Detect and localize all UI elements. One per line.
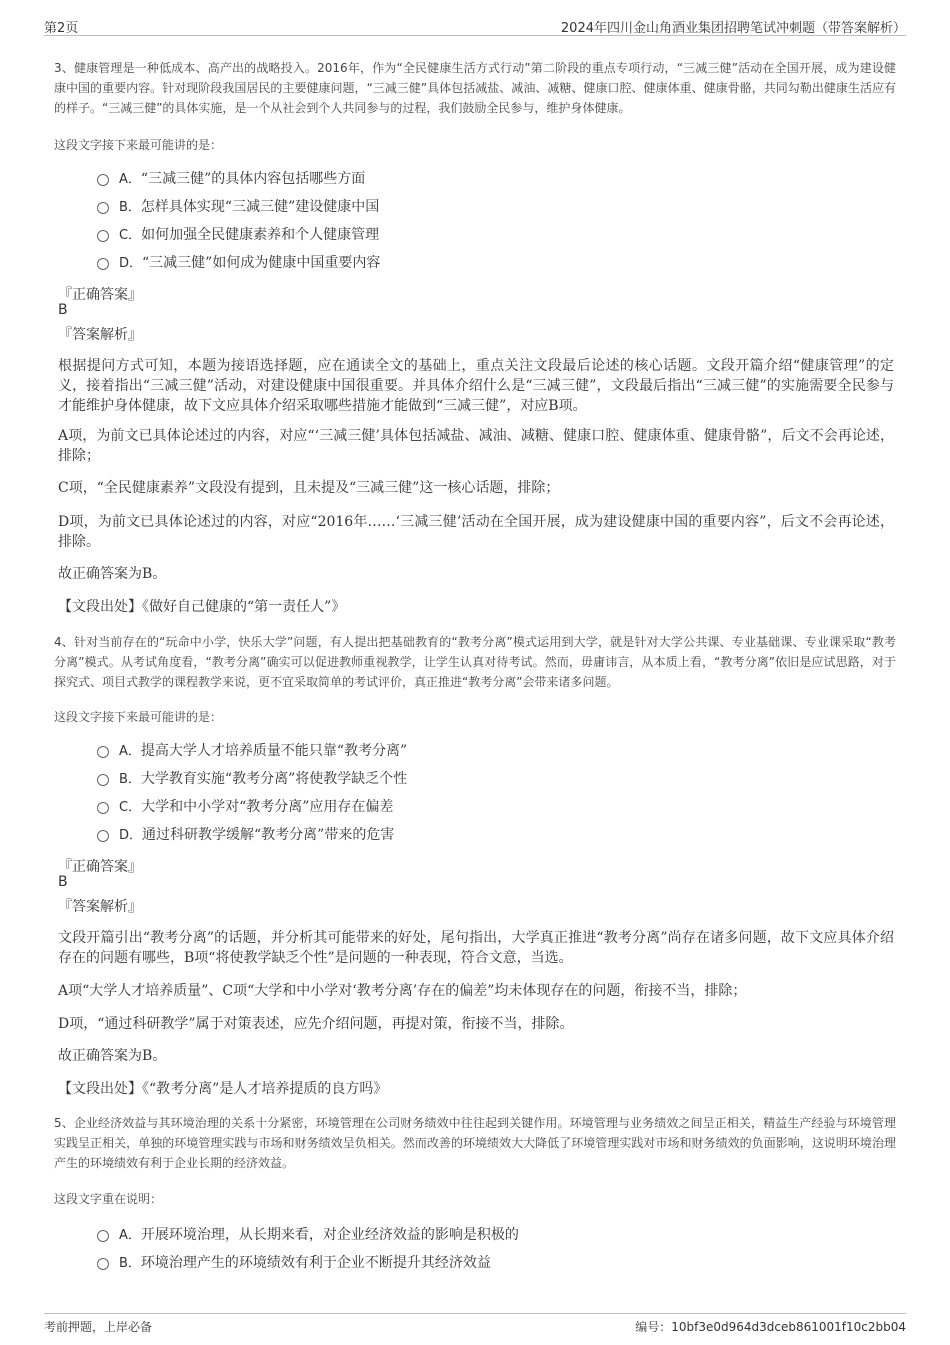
q4-answer-label: 『正确答案』 bbox=[58, 859, 142, 875]
radio-icon[interactable] bbox=[97, 774, 109, 786]
page-header bbox=[44, 15, 906, 36]
q3-analysis-p4: D项，为前文已具体论述过的内容，对应“2016年……‘三减三健’活动在全国开展，成为建设健康中国的重要内容”，后文不会再论述，排除。 bbox=[58, 514, 894, 550]
question-3-text: 3、健康管理是一种低成本、高产出的战略投入。2016年，作为“全民健康生活方式行动”第二阶段的重点专项行动，“三减三健”活动在全国开展，成为建设健康中国的重要内容。针对现阶段我国居民的主要健康问题，“三减三健”具体包括减盐、减油、减糖、健康口腔、健康体重、健康骨骼，共同勾勒出健康生活应有的样子。“三减三健”的具体实施，是一个从社会到个人共同参与的过程，我们鼓励全民参与，维护身体健康。 bbox=[54, 61, 896, 115]
q4-option-b[interactable]: B．大学教育实施“教考分离”将使教学缺乏个性 bbox=[97, 768, 407, 790]
q3-analysis-p2: A项，为前文已具体论述过的内容，对应“‘三减三健’具体包括减盐、减油、减糖、健康口腔、健康体重、健康骨骼”，后文不会再论述，排除； bbox=[58, 428, 894, 464]
q3-option-c[interactable]: C．如何加强全民健康素养和个人健康管理 bbox=[97, 224, 379, 246]
radio-icon[interactable] bbox=[97, 746, 109, 758]
q3-source: 【文段出处】《做好自己健康的“第一责任人”》 bbox=[58, 599, 346, 615]
q3-analysis-label: 『答案解析』 bbox=[58, 327, 142, 343]
radio-icon[interactable] bbox=[97, 174, 109, 186]
question-5-prompt: 这段文字重在说明： bbox=[54, 1192, 163, 1206]
radio-icon[interactable] bbox=[97, 230, 109, 242]
q3-answer: B bbox=[58, 302, 68, 318]
question-4-text: 4、针对当前存在的“玩命中小学，快乐大学”问题，有人提出把基础教育的“教考分离”模式运用到大学，就是针对大学公共课、专业基础课、专业课采取“教考分离”模式。从考试角度看，“教考分离”确实可以促进教师重视教学，让学生认真对待考试。然而，毋庸讳言，从本质上看，“教考分离”依旧是应试思路，对于探究式、项目式教学的课程教学来说，更不宜采取简单的考试评价，真正推进“教考分离”会带来诸多问题。 bbox=[54, 635, 896, 689]
q4-option-d[interactable]: D．通过科研教学缓解“教考分离”带来的危害 bbox=[97, 824, 394, 846]
question-4-prompt: 这段文字接下来最可能讲的是： bbox=[54, 710, 223, 724]
footer-slogan: 考前押题，上岸必备 bbox=[44, 1320, 153, 1334]
document-title: 2024年四川金山角酒业集团招聘笔试冲刺题（带答案解析） bbox=[560, 21, 906, 36]
radio-icon[interactable] bbox=[97, 802, 109, 814]
question-5-text: 5、企业经济效益与其环境治理的关系十分紧密，环境管理在公司财务绩效中往往起到关键作用。环境管理与业务绩效之间呈正相关，精益生产经验与环境管理实践呈正相关，单独的环境管理实践与市场和财务绩效呈负相关。然而改善的环境绩效大大降低了环境管理实践对市场和财务绩效的负面影响，这说明环境治理产生的环境绩效有利于企业长期的经济效益。 bbox=[54, 1116, 896, 1170]
radio-icon[interactable] bbox=[97, 1230, 109, 1242]
document-code: 编号：10bf3e0d964d3dceb861001f10c2bb04 bbox=[635, 1320, 906, 1334]
q4-analysis-p4: 故正确答案为B。 bbox=[58, 1048, 167, 1064]
q4-answer: B bbox=[58, 874, 68, 890]
q3-analysis-p3: C项，“全民健康素养”文段没有提到，且未提及“三减三健”这一核心话题，排除； bbox=[58, 480, 560, 496]
q5-option-a[interactable]: A．开展环境治理，从长期来看，对企业经济效益的影响是积极的 bbox=[97, 1224, 519, 1246]
radio-icon[interactable] bbox=[97, 258, 109, 270]
q3-analysis-p1: 根据提问方式可知，本题为接语选择题，应在通读全文的基础上，重点关注文段最后论述的核心话题。文段开篇介绍“健康管理”的定义，接着指出“三减三健”活动，对建设健康中国很重要。并具体介绍什么是“三减三健”，文段最后指出“三减三健”的实施需要全民参与才能维护身体健康，故下文应具体介绍采取哪些措施才能做到“三减三健”，对应B项。 bbox=[58, 358, 894, 414]
q3-analysis-p5: 故正确答案为B。 bbox=[58, 566, 167, 582]
q3-answer-label: 『正确答案』 bbox=[58, 287, 142, 303]
q5-option-b[interactable]: B．环境治理产生的环境绩效有利于企业不断提升其经济效益 bbox=[97, 1252, 491, 1274]
q3-option-d[interactable]: D．“三减三健”如何成为健康中国重要内容 bbox=[97, 252, 380, 274]
question-3-prompt: 这段文字接下来最可能讲的是： bbox=[54, 138, 223, 152]
q4-analysis-label: 『答案解析』 bbox=[58, 899, 142, 915]
radio-icon[interactable] bbox=[97, 202, 109, 214]
radio-icon[interactable] bbox=[97, 830, 109, 842]
q4-option-c[interactable]: C．大学和中小学对“教考分离”应用存在偏差 bbox=[97, 796, 393, 818]
q3-option-a[interactable]: A．“三减三健”的具体内容包括哪些方面 bbox=[97, 168, 365, 190]
q4-option-a[interactable]: A．提高大学人才培养质量不能只靠“教考分离” bbox=[97, 740, 407, 762]
q3-option-b[interactable]: B．怎样具体实现“三减三健”建设健康中国 bbox=[97, 196, 379, 218]
q4-analysis-p1: 文段开篇引出“教考分离”的话题，并分析其可能带来的好处，尾句指出，大学真正推进“教考分离”尚存在诸多问题，故下文应具体介绍存在的问题有哪些，B项“将使教学缺乏个性”是问题的一种表现，符合文意，当选。 bbox=[58, 930, 894, 966]
q4-analysis-p3: D项，“通过科研教学”属于对策表述，应先介绍问题，再提对策，衔接不当，排除。 bbox=[58, 1016, 574, 1032]
radio-icon[interactable] bbox=[97, 1258, 109, 1270]
q4-analysis-p2: A项“大学人才培养质量”、C项“大学和中小学对‘教考分离’存在的偏差”均未体现存在的问题，衔接不当，排除； bbox=[58, 983, 747, 999]
q4-source: 【文段出处】《“教考分离”是人才培养提质的良方吗》 bbox=[58, 1081, 388, 1097]
page-number: 第2页 bbox=[44, 21, 79, 36]
page-footer bbox=[44, 1313, 906, 1334]
